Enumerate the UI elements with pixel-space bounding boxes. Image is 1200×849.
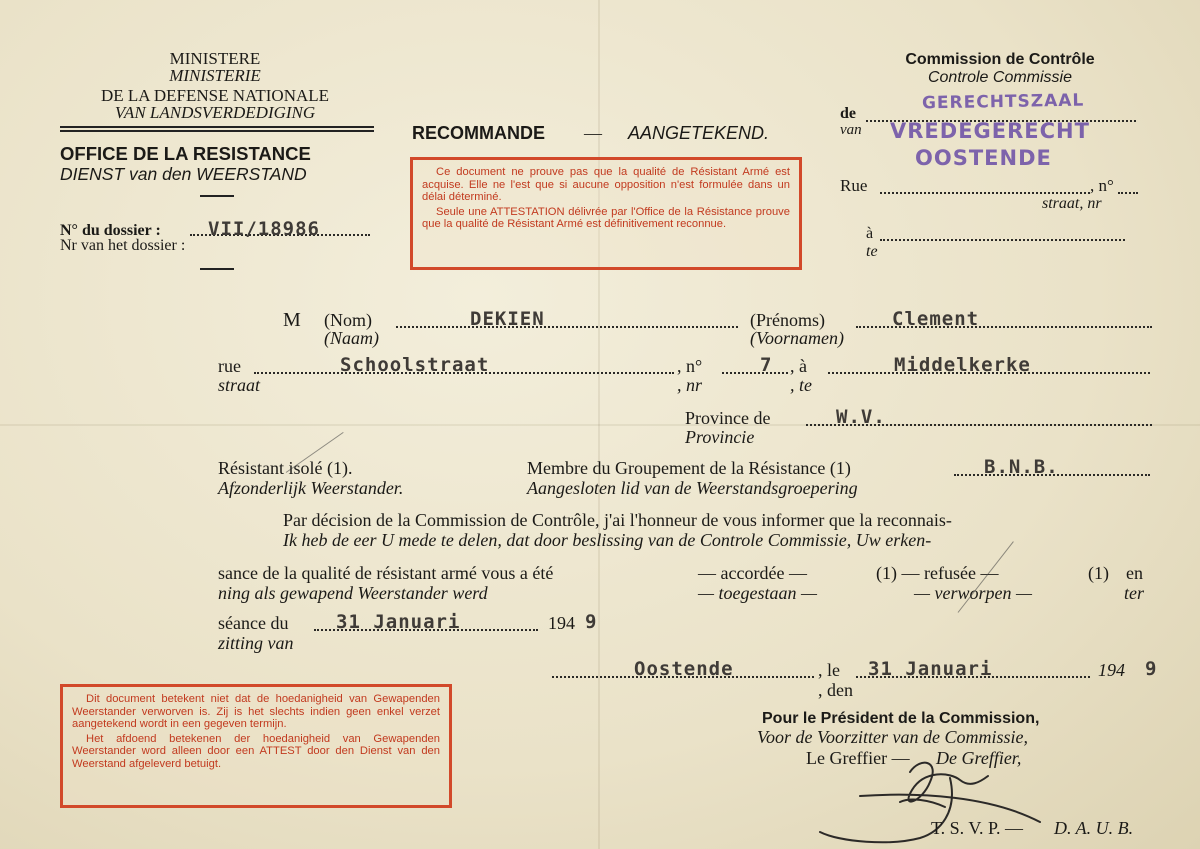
short-rule-1	[200, 195, 234, 197]
decision-line1-nl: Ik heb de eer U mede te delen, dat door beslissing van de Controle Commissie, Uw erken-	[283, 530, 932, 550]
commission-fr: Commission de Contrôle	[905, 51, 1095, 68]
commission-nl: Controle Commissie	[927, 69, 1073, 86]
town-value: Middelkerke	[894, 354, 1031, 376]
dossier-label-fr: N° du dossier :	[60, 222, 161, 239]
dossier-label-nl: Nr van het dossier :	[60, 237, 186, 254]
pour-president-fr: Pour le Président de la Commission,	[762, 710, 1040, 727]
red-notice-top	[410, 157, 802, 270]
a-dotted-line-right	[880, 239, 1125, 241]
m-label: M	[283, 309, 301, 331]
stamp-oostende: OOSTENDE	[915, 146, 1052, 170]
office-fr: OFFICE DE LA RESISTANCE	[60, 143, 311, 164]
tsvp-label: T. S. V. P. —	[931, 818, 1024, 838]
seance-year: 194	[548, 613, 575, 633]
header-rule-2	[60, 130, 374, 132]
voor-voorzitter-nl: Voor de Voorzitter van de Commissie,	[757, 727, 1028, 747]
no-dotted-line-right	[1118, 192, 1138, 194]
group-value: B.N.B.	[984, 456, 1059, 478]
ministere-fr: MINISTERE	[169, 49, 261, 68]
de-label-fr: de	[840, 105, 856, 122]
province-value: W.V.	[836, 406, 886, 428]
recommande-label: RECOMMANDE	[412, 123, 545, 143]
nom-label-fr: (Nom)	[324, 310, 372, 330]
a-label-fr-right: à	[866, 225, 874, 242]
decision-accordee: — accordée —	[698, 563, 807, 583]
te-label-nl: , te	[790, 375, 812, 395]
rue-label-fr: rue	[218, 356, 241, 376]
date-value: 31 Januari	[868, 658, 993, 680]
stamp-vredegerecht: VREDEGERECHT	[890, 119, 1090, 143]
straat-label-nl-right: straat, nr	[1042, 195, 1102, 212]
red-notice-bottom	[60, 684, 452, 808]
decision-toegestaan: — toegestaan —	[698, 583, 817, 603]
defense-nl: VAN LANDSVERDEDIGING	[114, 103, 316, 122]
decision-en: en	[1126, 563, 1143, 583]
date-year-digit: 9	[1145, 658, 1158, 680]
zitting-label-nl: zitting van	[218, 633, 294, 653]
header-rule-1	[60, 126, 374, 128]
dossier-value: VII/18986	[208, 218, 320, 240]
daub-label: D. A. U. B.	[1054, 818, 1134, 838]
no-label-fr: , n°	[677, 356, 703, 376]
short-rule-2	[200, 268, 234, 270]
den-label-nl: , den	[818, 680, 853, 700]
greffier-label-nl: De Greffier,	[936, 748, 1022, 768]
defense-fr: DE LA DEFENSE NATIONALE	[100, 86, 330, 105]
isole-label-nl: Afzonderlijk Weerstander.	[218, 478, 404, 498]
seance-date-value: 31 Januari	[336, 611, 461, 633]
no-value: 7	[760, 354, 773, 376]
seance-year-digit: 9	[585, 611, 598, 633]
red-notice-top-p2: Seule une ATTESTATION délivrée par l'Office de la Résistance prouve que la qualité de Résistant Armé est définitivement reconnue.	[422, 205, 790, 230]
te-label-nl-right: te	[866, 243, 878, 260]
decision-refusee: (1) — refusée —	[876, 563, 999, 583]
date-year: 194	[1098, 660, 1125, 680]
province-label-fr: Province de	[685, 408, 771, 428]
prenoms-value: Clement	[892, 308, 980, 330]
recommande-dash: —	[584, 123, 602, 143]
nom-label-nl: (Naam)	[324, 328, 379, 348]
a-label-fr: , à	[790, 356, 807, 376]
no-label-fr-right: , n°	[1090, 176, 1114, 195]
office-nl: DIENST van den WEERSTAND	[60, 164, 307, 184]
nom-dotted-line	[396, 326, 738, 328]
van-label-nl: van	[840, 122, 862, 138]
ministere-nl: MINISTERIE	[169, 66, 261, 85]
no-dotted-line	[722, 372, 788, 374]
place-value: Oostende	[634, 658, 734, 680]
isole-label-fr: Résistant isolé (1).	[218, 458, 353, 478]
prenoms-label-nl: (Voornamen)	[750, 328, 844, 348]
le-label-fr: , le	[818, 660, 840, 680]
membre-label-nl: Aangesloten lid van de Weerstandsgroepering	[527, 478, 858, 498]
rue-value: Schoolstraat	[340, 354, 490, 376]
aangetekend-label: AANGETEKEND.	[628, 123, 770, 143]
decision-line2-nl-a: ning als gewapend Weerstander werd	[218, 583, 488, 603]
red-notice-bottom-p1: Dit document betekent niet dat de hoedanigheid van Gewapenden Weerstander verworven is. Zij is het slechts indien geen enkel verzet aangetekend wordt in een gegeven termijn.	[72, 693, 440, 730]
rue-label-fr-right: Rue	[840, 176, 868, 195]
red-notice-bottom-p2: Het afdoend betekenen der hoedanigheid van Gewapenden Weerstander word alleen door een ATTEST door den Dienst van den Weerstand afgeleverd betuigt.	[72, 732, 440, 770]
stamp-gerechtszaal: GERECHTSZAAL	[921, 90, 1085, 114]
decision-verworpen: — verworpen —	[914, 583, 1032, 603]
membre-label-fr: Membre du Groupement de la Résistance (1)	[527, 458, 851, 478]
decision-line2-fr-a: sance de la qualité de résistant armé vous a été	[218, 563, 554, 583]
red-notice-top-p1: Ce document ne prouve pas que la qualité de Résistant Armé est acquise. Elle ne l'est que si aucune opposition n'est formulée dans un délai déterminé.	[422, 166, 790, 203]
decision-ter: ter	[1124, 583, 1144, 603]
straat-label-nl: straat	[218, 375, 261, 395]
nr-label-nl: , nr	[677, 375, 703, 395]
nom-value: DEKIEN	[470, 308, 545, 330]
greffier-label-fr: Le Greffier —	[806, 748, 910, 768]
seance-label-fr: séance du	[218, 613, 289, 633]
decision-one-2: (1)	[1088, 563, 1109, 583]
province-label-nl: Provincie	[685, 427, 755, 447]
prenoms-label-fr: (Prénoms)	[750, 310, 825, 330]
decision-line1-fr: Par décision de la Commission de Contrôle, j'ai l'honneur de vous informer que la reconnais-	[283, 510, 952, 530]
